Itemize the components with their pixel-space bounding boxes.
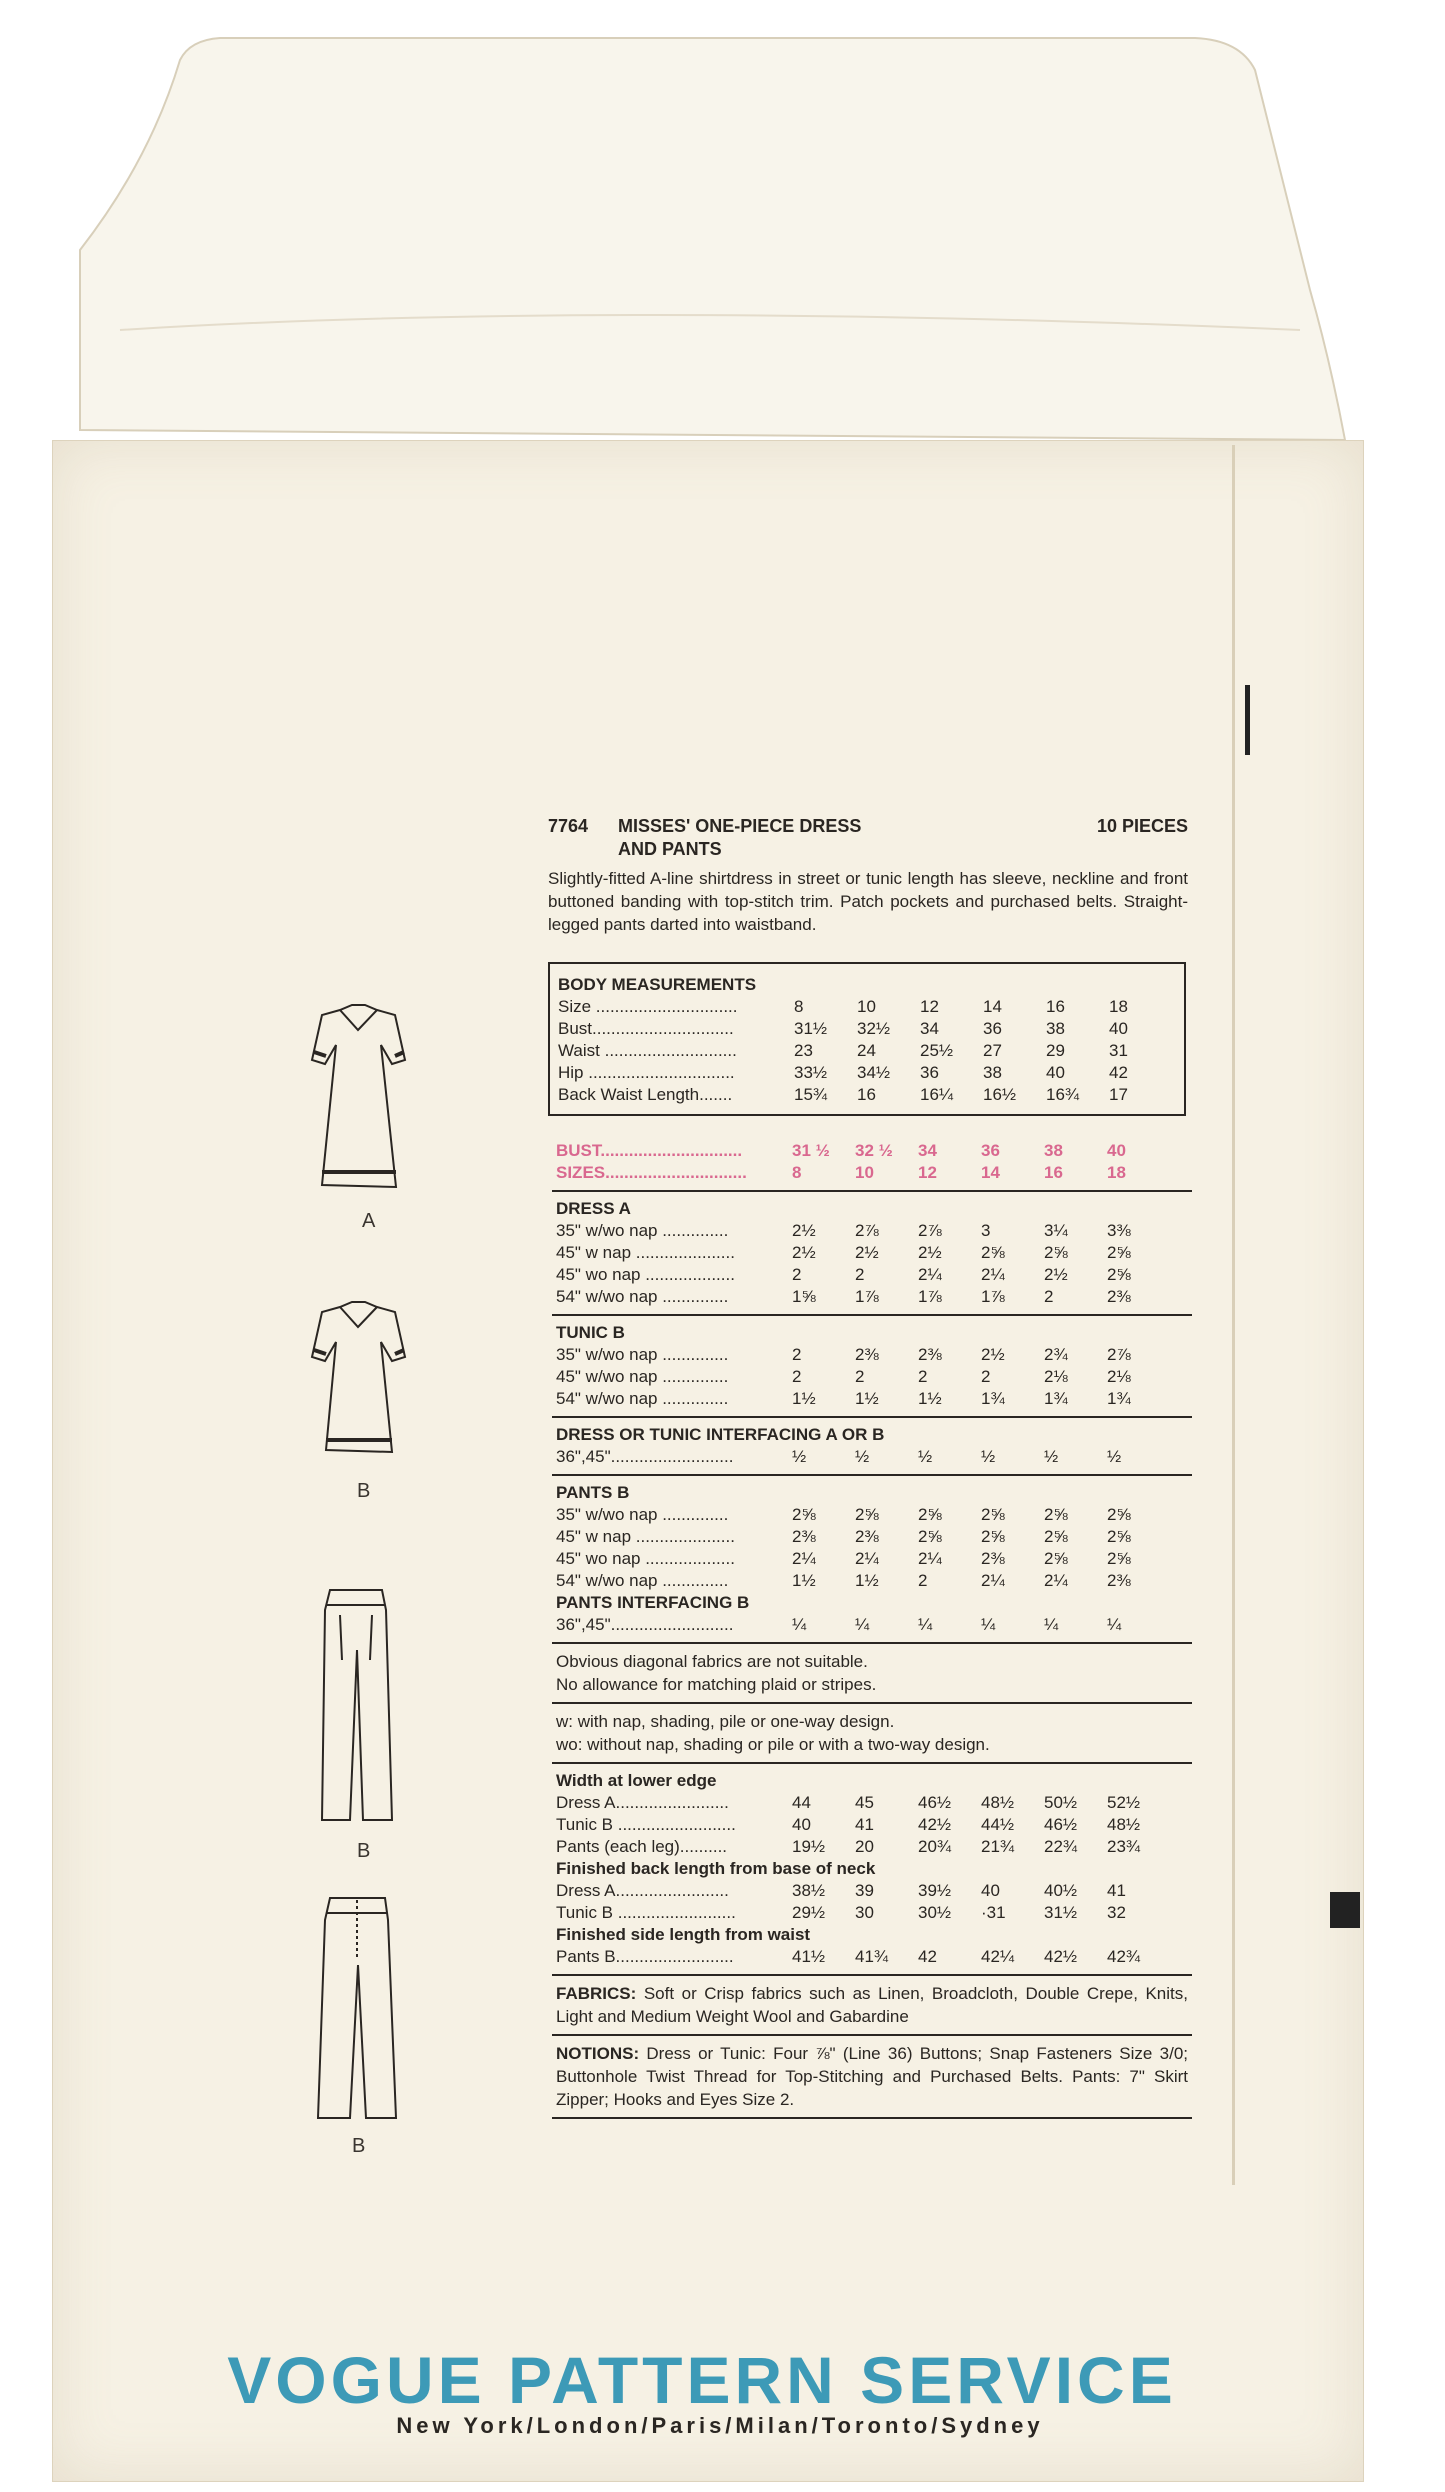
- row-value: 2: [1044, 1287, 1054, 1306]
- row-label: 36",45"..........................: [556, 1615, 734, 1634]
- divider: [552, 1190, 1192, 1192]
- row-value: 2⅝: [1107, 1243, 1131, 1262]
- row-value: 3⅜: [1107, 1221, 1131, 1240]
- table-row: [558, 996, 1176, 1018]
- brand-title: VOGUE PATTERN SERVICE: [227, 2343, 1177, 2417]
- table-row: [558, 1084, 1176, 1106]
- row-label: 45" w nap .....................: [556, 1527, 735, 1546]
- row-value: 52½: [1107, 1793, 1141, 1812]
- row-value: 2⅞: [918, 1221, 942, 1240]
- row-label: 54" w/wo nap ..............: [556, 1389, 729, 1408]
- row-label: Bust..............................: [558, 1019, 734, 1038]
- back-length-heading: Finished back length from base of neck: [556, 1859, 876, 1878]
- bust-value: 32 ½: [855, 1141, 893, 1160]
- pattern-title: [618, 815, 1097, 861]
- row-value: 1⅞: [855, 1287, 879, 1306]
- row-value: 25½: [920, 1041, 954, 1060]
- row-value: 16: [857, 1085, 876, 1104]
- yardage-heading: TUNIC B: [556, 1323, 625, 1342]
- table-row: [558, 1062, 1176, 1084]
- view-b-label: B: [352, 2135, 366, 2157]
- row-value: 3¼: [1044, 1221, 1068, 1240]
- side-length-rows: [556, 1946, 1188, 1968]
- pattern-header: [548, 815, 1188, 861]
- row-value: 38: [1046, 1019, 1065, 1038]
- fabrics-paragraph: [556, 1982, 1188, 2028]
- row-value: 1¾: [1044, 1389, 1068, 1408]
- table-row: [556, 1344, 1188, 1366]
- row-value: 48½: [1107, 1815, 1141, 1834]
- row-value: 2⅝: [981, 1527, 1005, 1546]
- divider: [552, 2117, 1192, 2119]
- yardage-heading: PANTS INTERFACING B: [556, 1593, 750, 1612]
- divider: [552, 2034, 1192, 2036]
- view-b-label: B: [357, 1840, 371, 1862]
- table-row: [556, 1366, 1188, 1388]
- bust-value: 31 ½: [792, 1141, 830, 1160]
- divider: [552, 1762, 1192, 1764]
- row-value: 2⅝: [855, 1505, 879, 1524]
- table-row: [556, 1548, 1188, 1570]
- table-row: [556, 1880, 1188, 1902]
- row-label: Tunic B .........................: [556, 1815, 736, 1834]
- row-value: 42½: [918, 1815, 952, 1834]
- measurements-box: [548, 962, 1186, 1116]
- row-value: ½: [1107, 1447, 1122, 1466]
- table-row: [556, 1286, 1188, 1308]
- row-value: 27: [983, 1041, 1002, 1060]
- row-value: 40: [792, 1815, 811, 1834]
- row-value: 46½: [918, 1793, 952, 1812]
- body-measurements-rows: [558, 996, 1176, 1106]
- row-value: 2¼: [918, 1549, 942, 1568]
- yardage-heading: PANTS B: [556, 1483, 630, 1502]
- row-label: Dress A........................: [556, 1793, 729, 1812]
- row-value: 2: [792, 1345, 802, 1364]
- bust-label: BUST..............................: [556, 1141, 743, 1160]
- width-lower-edge-rows: [556, 1792, 1188, 1858]
- row-value: 32: [1107, 1903, 1126, 1922]
- row-value: 2⅛: [1107, 1367, 1131, 1386]
- row-label: Dress A........................: [556, 1881, 729, 1900]
- row-value: 2½: [855, 1243, 879, 1262]
- row-value: 2¼: [855, 1549, 879, 1568]
- table-row: [556, 1836, 1188, 1858]
- row-value: 41: [1107, 1881, 1126, 1900]
- table-row: [556, 1946, 1188, 1968]
- table-row: [556, 1902, 1188, 1924]
- row-value: ·31: [981, 1903, 1006, 1922]
- dress-a-illustration: [312, 1005, 405, 1187]
- row-label: 45" w nap .....................: [556, 1243, 735, 1262]
- row-value: 2¾: [1044, 1345, 1068, 1364]
- row-value: 18: [1109, 997, 1128, 1016]
- row-value: 2⅜: [855, 1527, 879, 1546]
- row-value: 20: [855, 1837, 874, 1856]
- row-label: Pants (each leg)..........: [556, 1837, 728, 1856]
- row-value: 2⅝: [1107, 1549, 1131, 1568]
- row-value: 2⅝: [918, 1527, 942, 1546]
- pattern-info-sheet: [548, 815, 1188, 2125]
- back-length-rows: [556, 1880, 1188, 1924]
- row-value: 2⅝: [981, 1505, 1005, 1524]
- row-value: 2: [855, 1265, 865, 1284]
- row-value: 2⅜: [918, 1345, 942, 1364]
- row-value: 34½: [857, 1063, 891, 1082]
- row-value: 31: [1109, 1041, 1128, 1060]
- row-value: 21¾: [981, 1837, 1015, 1856]
- notions-paragraph: [556, 2042, 1188, 2111]
- nap-note: w: with nap, shading, pile or one-way design.: [556, 1712, 895, 1731]
- row-value: 23: [794, 1041, 813, 1060]
- table-row: [556, 1792, 1188, 1814]
- row-value: 32½: [857, 1019, 891, 1038]
- table-row: [558, 1040, 1176, 1062]
- row-value: ½: [792, 1447, 807, 1466]
- row-value: ¼: [792, 1615, 807, 1634]
- row-label: 35" w/wo nap ..............: [556, 1221, 729, 1240]
- row-value: 2⅝: [918, 1505, 942, 1524]
- row-value: 39½: [918, 1881, 952, 1900]
- row-label: Tunic B .........................: [556, 1903, 736, 1922]
- row-value: 2⅝: [792, 1505, 816, 1524]
- row-value: 2⅝: [1044, 1527, 1068, 1546]
- table-row: [556, 1526, 1188, 1548]
- row-value: 31½: [794, 1019, 828, 1038]
- row-label: 45" wo nap ...................: [556, 1265, 735, 1284]
- row-value: 8: [794, 997, 804, 1016]
- row-value: 1½: [792, 1571, 816, 1590]
- row-value: 20¾: [918, 1837, 952, 1856]
- row-value: 2⅝: [981, 1243, 1005, 1262]
- row-label: 45" w/wo nap ..............: [556, 1367, 729, 1386]
- row-value: 2: [918, 1571, 928, 1590]
- row-value: 2: [792, 1265, 802, 1284]
- table-row: [556, 1220, 1188, 1242]
- table-row: [556, 1446, 1188, 1468]
- row-value: 2⅛: [1044, 1367, 1068, 1386]
- row-value: 41: [855, 1815, 874, 1834]
- row-value: 2⅜: [981, 1549, 1005, 1568]
- row-value: 42¼: [981, 1947, 1015, 1966]
- row-value: 45: [855, 1793, 874, 1812]
- pattern-number: 7764: [548, 816, 589, 836]
- row-label: 35" w/wo nap ..............: [556, 1345, 729, 1364]
- brand-cities: New York/London/Paris/Milan/Toronto/Sydney: [396, 2413, 1044, 2438]
- row-value: 1⅞: [981, 1287, 1005, 1306]
- row-value: 1⅞: [918, 1287, 942, 1306]
- row-value: 29: [1046, 1041, 1065, 1060]
- row-value: 2½: [792, 1243, 816, 1262]
- row-value: 16¾: [1046, 1085, 1080, 1104]
- row-value: 2½: [981, 1345, 1005, 1364]
- row-value: 22¾: [1044, 1837, 1078, 1856]
- row-value: 2⅝: [1044, 1505, 1068, 1524]
- divider: [552, 1642, 1192, 1644]
- row-value: ¼: [981, 1615, 996, 1634]
- row-value: 36: [920, 1063, 939, 1082]
- row-value: 12: [920, 997, 939, 1016]
- row-value: 1½: [855, 1389, 879, 1408]
- row-value: 2⅞: [1107, 1345, 1131, 1364]
- row-value: 1⅝: [792, 1287, 816, 1306]
- row-value: 40½: [1044, 1881, 1078, 1900]
- size-value: 16: [1044, 1163, 1063, 1182]
- row-value: 40: [1046, 1063, 1065, 1082]
- row-value: 30: [855, 1903, 874, 1922]
- sizes-label: SIZES..............................: [556, 1163, 747, 1182]
- row-value: ¼: [855, 1615, 870, 1634]
- bust-value: 36: [981, 1141, 1000, 1160]
- row-value: 16½: [983, 1085, 1017, 1104]
- bust-size-row: [556, 1140, 1188, 1162]
- yardage-tables: [556, 1198, 1188, 1636]
- notions-text: Dress or Tunic: Four ⅞" (Line 36) Buttons; Snap Fasteners Size 3/0; Buttonhole Twist Thread for Top-Stitching and Purchased Belts. Pants: 7" Skirt Zipper; Hooks and Eyes Size 2.: [556, 2044, 1188, 2109]
- row-label: Hip ...............................: [558, 1063, 735, 1082]
- row-value: ½: [918, 1447, 933, 1466]
- row-value: 2⅝: [1107, 1527, 1131, 1546]
- row-value: 42: [918, 1947, 937, 1966]
- pattern-title-line2: AND PANTS: [618, 839, 722, 859]
- row-value: ¼: [1107, 1615, 1122, 1634]
- row-value: 41½: [792, 1947, 826, 1966]
- row-value: 50½: [1044, 1793, 1078, 1812]
- row-value: 36: [983, 1019, 1002, 1038]
- table-row: [556, 1570, 1188, 1592]
- row-value: 40: [1109, 1019, 1128, 1038]
- fabrics-text: Soft or Crisp fabrics such as Linen, Broadcloth, Double Crepe, Knits, Light and Medium Weight Wool and Gabardine: [556, 1984, 1188, 2026]
- row-value: 1¾: [981, 1389, 1005, 1408]
- nap-note: wo: without nap, shading or pile or with a two-way design.: [556, 1735, 990, 1754]
- table-row: [556, 1504, 1188, 1526]
- row-value: 16: [1046, 997, 1065, 1016]
- row-value: 1½: [855, 1571, 879, 1590]
- side-length-heading: Finished side length from waist: [556, 1925, 811, 1944]
- divider: [552, 1314, 1192, 1316]
- row-label: Pants B.........................: [556, 1947, 734, 1966]
- row-label: Back Waist Length.......: [558, 1085, 733, 1104]
- pants-front-illustration: [322, 1590, 392, 1820]
- row-value: 2¼: [1044, 1571, 1068, 1590]
- size-value: 12: [918, 1163, 937, 1182]
- row-label: 45" wo nap ...................: [556, 1549, 735, 1568]
- fabrics-label: FABRICS:: [556, 1984, 637, 2003]
- row-value: 1½: [918, 1389, 942, 1408]
- pattern-description: Slightly-fitted A-line shirtdress in street or tunic length has sleeve, neckline and front buttoned banding with top-stitch trim. Patch pockets and purchased belts. Straight-legged pants darted into waistband.: [548, 869, 1188, 934]
- row-value: 46½: [1044, 1815, 1078, 1834]
- row-value: 2⅞: [855, 1221, 879, 1240]
- yardage-section: [548, 1140, 1188, 2119]
- row-value: 33½: [794, 1063, 828, 1082]
- row-label: 54" w/wo nap ..............: [556, 1571, 729, 1590]
- body-measurements-heading: BODY MEASUREMENTS: [558, 975, 757, 994]
- row-value: 2: [918, 1367, 928, 1386]
- row-value: 48½: [981, 1793, 1015, 1812]
- row-value: 19½: [792, 1837, 826, 1856]
- row-label: 35" w/wo nap ..............: [556, 1505, 729, 1524]
- fabric-note: Obvious diagonal fabrics are not suitable.: [556, 1652, 868, 1671]
- row-value: 10: [857, 997, 876, 1016]
- row-label: Size ..............................: [558, 997, 738, 1016]
- row-value: 2⅝: [1044, 1549, 1068, 1568]
- row-value: 40: [981, 1881, 1000, 1900]
- row-value: ½: [855, 1447, 870, 1466]
- size-value: 10: [855, 1163, 874, 1182]
- bust-value: 38: [1044, 1141, 1063, 1160]
- fabric-note: No allowance for matching plaid or stripes.: [556, 1675, 877, 1694]
- row-value: 34: [920, 1019, 939, 1038]
- row-value: 14: [983, 997, 1002, 1016]
- row-value: ¼: [1044, 1615, 1059, 1634]
- row-value: 42: [1109, 1063, 1128, 1082]
- tunic-b-illustration: [312, 1302, 405, 1452]
- row-value: 2½: [918, 1243, 942, 1262]
- row-value: 2: [855, 1367, 865, 1386]
- bust-value: 34: [918, 1141, 937, 1160]
- table-row: [556, 1614, 1188, 1636]
- row-value: 2⅝: [1107, 1265, 1131, 1284]
- sizes-row: [556, 1162, 1188, 1184]
- divider: [552, 1702, 1192, 1704]
- row-value: 2⅝: [1044, 1243, 1068, 1262]
- row-label: 54" w/wo nap ..............: [556, 1287, 729, 1306]
- row-value: ½: [1044, 1447, 1059, 1466]
- row-value: 38½: [792, 1881, 826, 1900]
- row-value: 42½: [1044, 1947, 1078, 1966]
- row-value: 2⅝: [1107, 1505, 1131, 1524]
- row-value: ½: [981, 1447, 996, 1466]
- size-value: 8: [792, 1163, 802, 1182]
- row-value: 2⅜: [1107, 1287, 1131, 1306]
- row-value: 24: [857, 1041, 876, 1060]
- size-value: 18: [1107, 1163, 1126, 1182]
- row-value: 38: [983, 1063, 1002, 1082]
- row-value: 2: [792, 1367, 802, 1386]
- view-b-label: B: [357, 1480, 371, 1502]
- row-value: 44: [792, 1793, 811, 1812]
- notions-label: NOTIONS:: [556, 2044, 640, 2063]
- table-row: [556, 1242, 1188, 1264]
- row-value: 2¼: [981, 1265, 1005, 1284]
- row-value: 30½: [918, 1903, 952, 1922]
- row-label: Waist ............................: [558, 1041, 737, 1060]
- pattern-title-line1: MISSES' ONE-PIECE DRESS: [618, 816, 862, 836]
- pants-back-illustration: [318, 1898, 396, 2118]
- yardage-heading: DRESS OR TUNIC INTERFACING A OR B: [556, 1425, 885, 1444]
- row-value: 29½: [792, 1903, 826, 1922]
- bust-value: 40: [1107, 1141, 1126, 1160]
- row-value: 16¼: [920, 1085, 954, 1104]
- row-value: 2⅜: [792, 1527, 816, 1546]
- row-value: 23¾: [1107, 1837, 1141, 1856]
- table-row: [556, 1264, 1188, 1286]
- row-value: 17: [1109, 1085, 1128, 1104]
- row-value: 2¼: [981, 1571, 1005, 1590]
- row-value: 1½: [792, 1389, 816, 1408]
- row-value: 2⅜: [1107, 1571, 1131, 1590]
- row-value: 2: [981, 1367, 991, 1386]
- divider: [552, 1416, 1192, 1418]
- yardage-heading: DRESS A: [556, 1199, 631, 1218]
- row-value: 15¾: [794, 1085, 828, 1104]
- row-value: 31½: [1044, 1903, 1078, 1922]
- row-value: 3: [981, 1221, 991, 1240]
- row-value: 41¾: [855, 1947, 889, 1966]
- row-value: 2½: [1044, 1265, 1068, 1284]
- row-value: 2¼: [918, 1265, 942, 1284]
- row-value: 2⅜: [855, 1345, 879, 1364]
- pattern-pieces: 10 PIECES: [1096, 816, 1188, 836]
- table-row: [556, 1388, 1188, 1410]
- size-value: 14: [981, 1163, 1000, 1182]
- divider: [552, 1474, 1192, 1476]
- row-value: 2½: [792, 1221, 816, 1240]
- view-a-label: A: [362, 1210, 376, 1232]
- row-value: 39: [855, 1881, 874, 1900]
- table-row: [558, 1018, 1176, 1040]
- table-row: [556, 1814, 1188, 1836]
- row-label: 36",45"..........................: [556, 1447, 734, 1466]
- row-value: 1¾: [1107, 1389, 1131, 1408]
- divider: [552, 1974, 1192, 1976]
- row-value: ¼: [918, 1615, 933, 1634]
- row-value: 42¾: [1107, 1947, 1141, 1966]
- row-value: 44½: [981, 1815, 1015, 1834]
- width-lower-edge-heading: Width at lower edge: [556, 1771, 717, 1790]
- row-value: 2¼: [792, 1549, 816, 1568]
